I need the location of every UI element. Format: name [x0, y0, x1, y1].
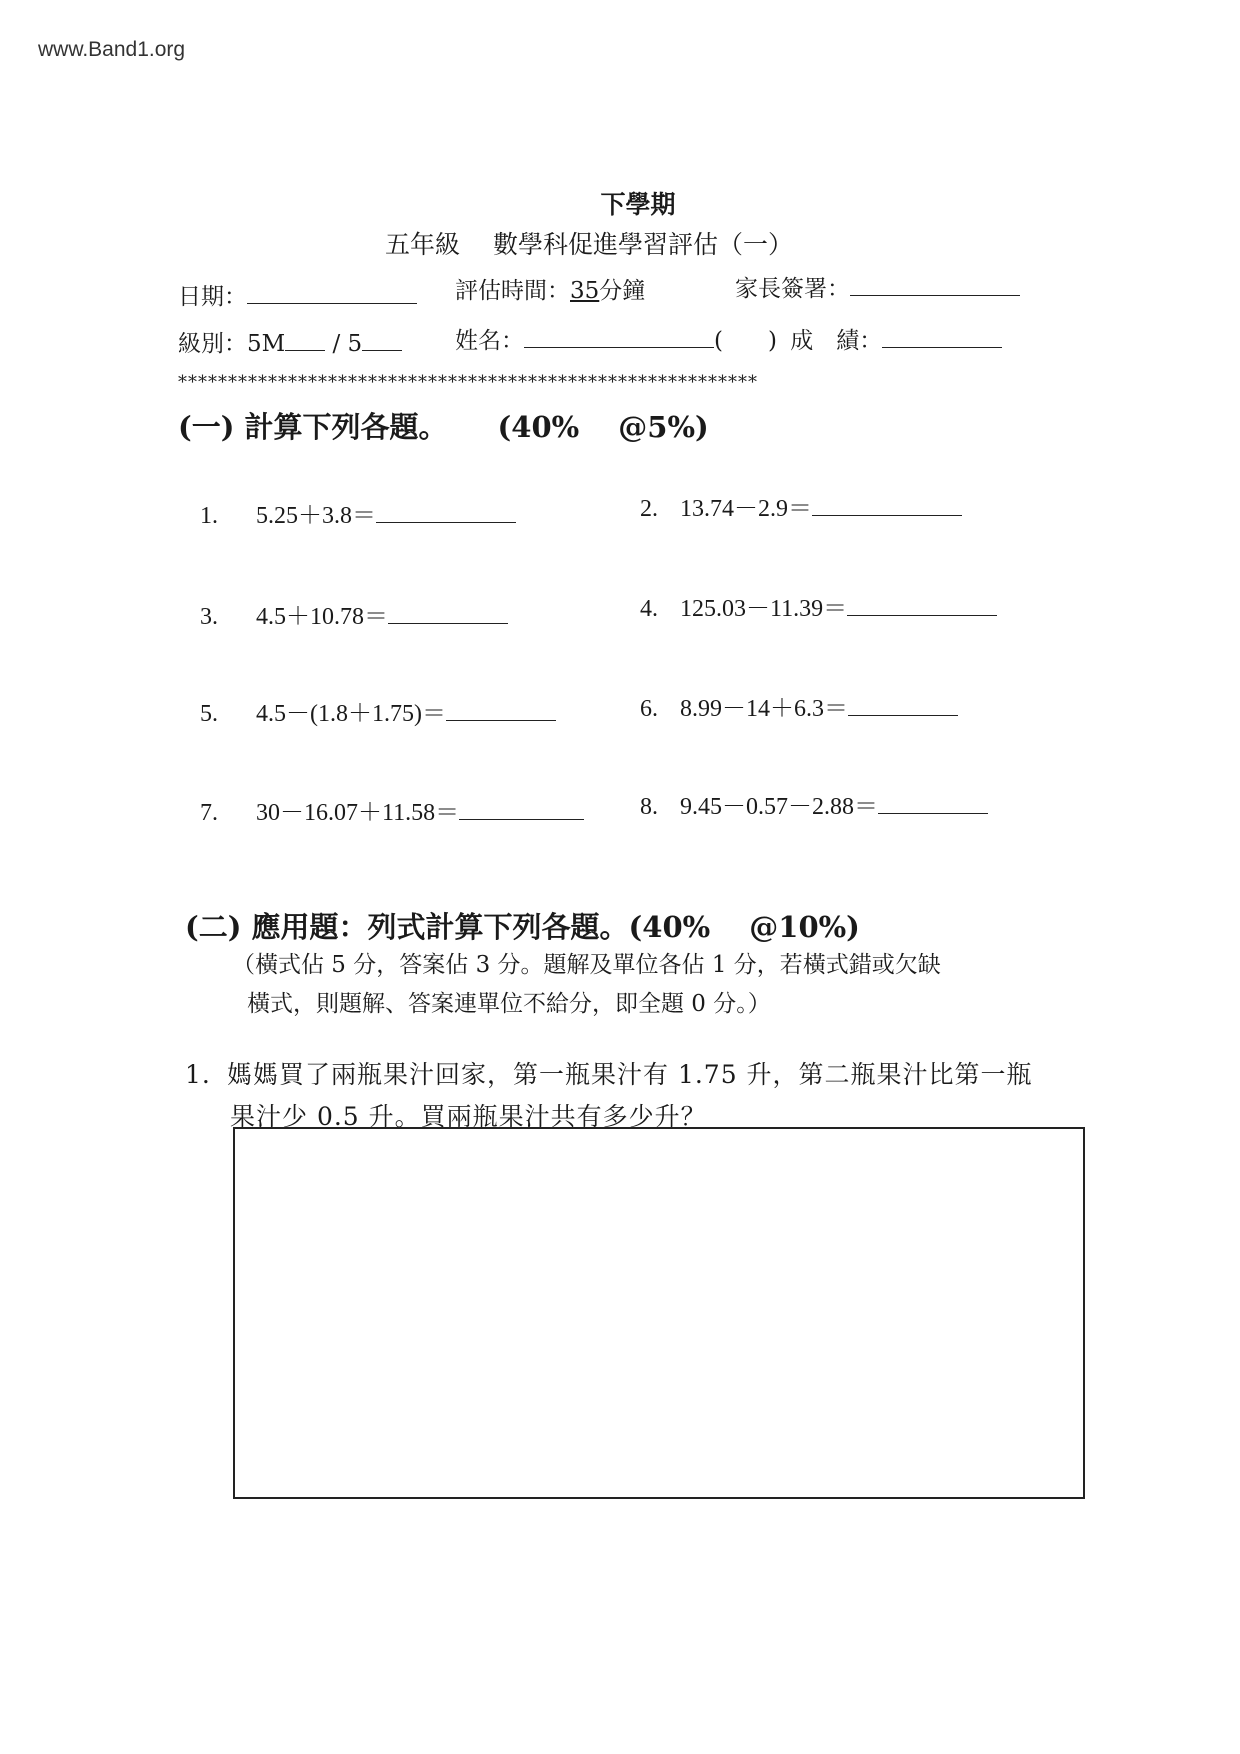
paren-open: (: [714, 328, 723, 354]
question-number: 3.: [200, 604, 218, 630]
question-expr: 5.25＋3.8＝: [256, 503, 376, 529]
question-number: 8.: [640, 794, 658, 820]
parent-sign-field[interactable]: [735, 270, 1020, 303]
question-4[interactable]: [640, 588, 997, 623]
question-number: 6.: [640, 696, 658, 722]
question-expr: 8.99－14＋6.3＝: [680, 696, 848, 722]
problem-1-line1: [185, 1055, 1033, 1091]
separator-line: **********************************************************: [178, 372, 758, 393]
section2-title: (二) 應用題：列式計算下列各題。(40% @10%): [185, 910, 860, 944]
score-label: 成 績：: [790, 328, 883, 354]
section1-marks: (40% @5%): [497, 410, 709, 444]
score-blank[interactable]: [882, 346, 1002, 348]
question-number: 5.: [200, 701, 218, 727]
problem-text-1: 媽媽買了兩瓶果汁回家，第一瓶果汁有 1.75 升，第二瓶果汁比第一瓶: [227, 1060, 1033, 1089]
question-1[interactable]: [200, 495, 516, 530]
time-value: 35: [570, 278, 600, 304]
question-5[interactable]: [200, 693, 556, 728]
question-number: 7.: [200, 800, 218, 826]
answer-blank[interactable]: [376, 521, 516, 523]
date-blank[interactable]: [247, 302, 417, 304]
question-2[interactable]: [640, 488, 962, 523]
answer-blank[interactable]: [847, 614, 997, 616]
section2-note-line2: 橫式，則題解、答案連單位不給分，即全題 0 分。）: [247, 991, 771, 1017]
answer-blank[interactable]: [388, 622, 508, 624]
question-number: 1.: [200, 503, 218, 529]
question-8[interactable]: [640, 786, 988, 821]
question-expr: 4.5＋10.78＝: [256, 604, 388, 630]
question-number: 4.: [640, 596, 658, 622]
question-expr: 9.45－0.57－2.88＝: [680, 794, 878, 820]
section1-title: [178, 405, 709, 446]
question-expr: 13.74－2.9＝: [680, 496, 812, 522]
question-expr: 125.03－11.39＝: [680, 596, 848, 622]
semester-title: 下學期: [600, 190, 676, 219]
name-label: 姓名：: [455, 328, 524, 354]
answer-blank[interactable]: [459, 818, 584, 820]
answer-blank[interactable]: [848, 714, 958, 716]
question-6[interactable]: [640, 688, 958, 723]
time-unit: 分鐘: [599, 278, 646, 304]
paren-close: ): [767, 328, 777, 354]
problem-1-line2: 果汁少 0.5 升。買兩瓶果汁共有多少升？: [230, 1102, 707, 1131]
name-field[interactable]: [455, 322, 1002, 355]
answer-blank[interactable]: [878, 812, 988, 814]
watermark: www.Band1.org: [38, 38, 186, 61]
answer-blank[interactable]: [812, 514, 962, 516]
section1-heading: (一) 計算下列各題。: [178, 410, 448, 444]
problem-number: 1.: [185, 1060, 211, 1089]
question-3[interactable]: [200, 596, 508, 631]
date-field[interactable]: [178, 278, 417, 311]
exam-title: 五年級 數學科促進學習評估（一）: [385, 230, 793, 259]
name-blank[interactable]: [524, 346, 714, 348]
question-expr: 4.5－(1.8＋1.75)＝: [256, 701, 446, 727]
question-expr: 30－16.07＋11.58＝: [256, 800, 460, 826]
parent-sign-blank[interactable]: [850, 294, 1020, 296]
class-mid: / 5: [332, 331, 363, 357]
time-label: 評估時間：: [455, 278, 570, 304]
class-label: 級別：5M: [178, 331, 286, 357]
answer-blank[interactable]: [446, 719, 556, 721]
class-field[interactable]: [178, 325, 402, 358]
class-blank-1[interactable]: [285, 349, 325, 351]
class-blank-2[interactable]: [362, 349, 402, 351]
question-7[interactable]: [200, 792, 584, 827]
question-number: 2.: [640, 496, 658, 522]
time-field: [455, 272, 645, 305]
parent-sign-label: 家長簽署：: [735, 276, 850, 302]
answer-box[interactable]: [233, 1127, 1085, 1499]
section2-note-line1: （橫式佔 5 分，答案佔 3 分。題解及單位各佔 1 分，若橫式錯或欠缺: [232, 952, 941, 978]
date-label: 日期：: [178, 284, 247, 310]
